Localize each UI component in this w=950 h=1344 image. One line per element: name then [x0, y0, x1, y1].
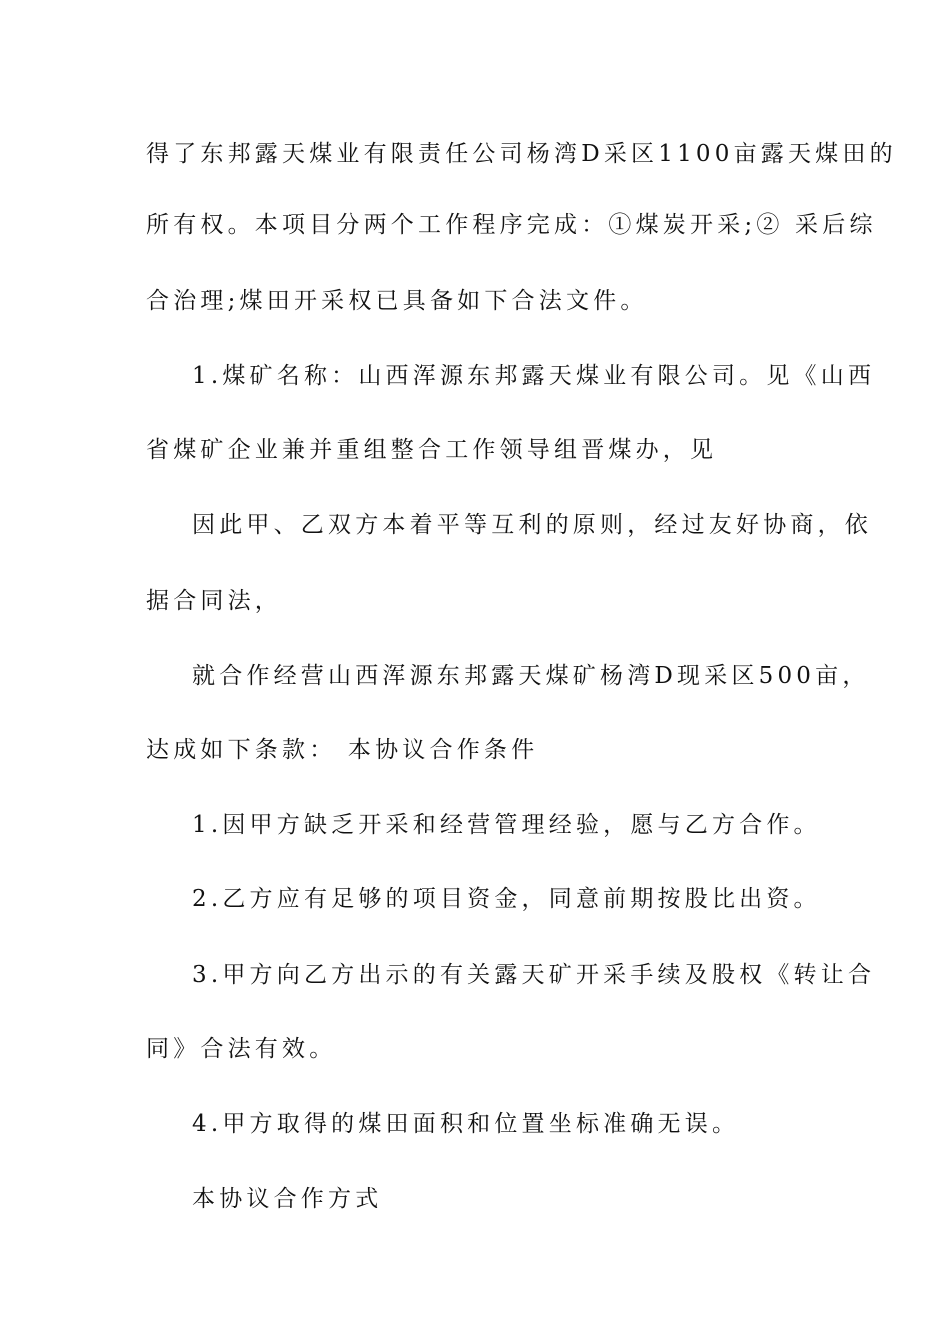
text-line-13: 同》合法有效。: [146, 1036, 337, 1062]
text-line-11: 2.乙方应有足够的项目资金，同意前期按股比出资。: [192, 886, 821, 912]
text-line-8: 就合作经营山西浑源东邦露天煤矿杨湾D现采区500亩，: [192, 663, 870, 689]
text-line-1: 得了东邦露天煤业有限责任公司杨湾D采区1100亩露天煤田的: [146, 141, 897, 167]
text-line-4: 1.煤矿名称：山西浑源东邦露天煤业有限公司。见《山西: [192, 363, 876, 389]
text-line-12: 3.甲方向乙方出示的有关露天矿开采手续及股权《转让合: [192, 962, 876, 988]
text-line-6: 因此甲、乙双方本着平等互利的原则，经过友好协商，依: [192, 512, 872, 538]
text-line-5: 省煤矿企业兼并重组整合工作领导组晋煤办，见: [146, 437, 718, 463]
text-line-14: 4.甲方取得的煤田面积和位置坐标准确无误。: [192, 1111, 740, 1137]
text-line-10: 1.因甲方缺乏开采和经营管理经验，愿与乙方合作。: [192, 812, 821, 838]
text-line-3: 合治理;煤田开采权已具备如下合法文件。: [146, 288, 648, 314]
text-line-15: 本协议合作方式: [192, 1186, 383, 1212]
text-line-7: 据合同法，: [146, 588, 282, 614]
text-line-2: 所有权。本项目分两个工作程序完成：①煤炭开采;② 采后综: [146, 212, 877, 238]
text-line-9: 达成如下条款： 本协议合作条件: [146, 737, 539, 763]
